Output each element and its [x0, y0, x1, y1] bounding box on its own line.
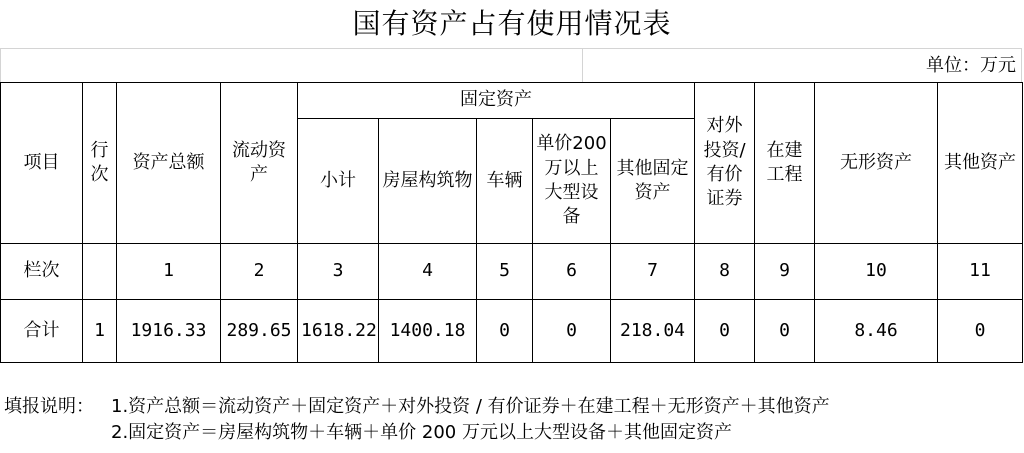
header-fixed-assets: 固定资产 — [298, 83, 695, 119]
header-total-assets: 资产总额 — [117, 83, 221, 244]
header-other-fixed: 其他固定资产 — [611, 119, 695, 244]
grid-line — [0, 48, 1, 82]
column-index-cell: 8 — [695, 244, 755, 300]
column-index-cell: 10 — [815, 244, 938, 300]
column-index-cell: 1 — [117, 244, 221, 300]
note-text-1: 1.资产总额＝流动资产＋固定资产＋对外投资 / 有价证券＋在建工程＋无形资产＋其他资产 — [111, 396, 830, 417]
total-cell: 289.65 — [221, 300, 298, 363]
grid-line — [1021, 48, 1022, 82]
column-index-row — [1, 244, 1023, 300]
header-row-no: 行次 — [83, 83, 117, 244]
filing-notes — [4, 394, 830, 446]
unit-label: 单位：万元 — [926, 55, 1016, 76]
header-row — [1, 83, 1023, 119]
header-vehicles: 车辆 — [477, 119, 533, 244]
page-title: 国有资产占有使用情况表 — [352, 7, 672, 40]
total-row — [1, 300, 1023, 363]
grid-line — [582, 48, 583, 82]
total-cell: 0 — [533, 300, 611, 363]
header-intangible: 无形资产 — [815, 83, 938, 244]
total-cell: 218.04 — [611, 300, 695, 363]
header-construction: 在建工程 — [755, 83, 815, 244]
header-current-assets: 流动资产 — [221, 83, 298, 244]
column-index-cell: 6 — [533, 244, 611, 300]
column-index-cell: 11 — [938, 244, 1023, 300]
unit-row — [0, 48, 1022, 83]
header-subtotal: 小计 — [298, 119, 379, 244]
column-index-cell: 7 — [611, 244, 695, 300]
total-cell: 1400.18 — [379, 300, 477, 363]
total-cell: 0 — [477, 300, 533, 363]
column-index-cell: 3 — [298, 244, 379, 300]
column-index-cell: 9 — [755, 244, 815, 300]
column-index-cell: 2 — [221, 244, 298, 300]
note-line-2 — [4, 420, 830, 446]
note-line-1 — [4, 394, 830, 420]
header-external-investment: 对外投资/有价证券 — [695, 83, 755, 244]
column-index-label: 栏次 — [1, 244, 83, 300]
total-row-no: 1 — [83, 300, 117, 363]
total-cell: 1916.33 — [117, 300, 221, 363]
column-index-row-no — [83, 244, 117, 300]
header-large-equipment: 单价200万以上大型设备 — [533, 119, 611, 244]
header-other-assets: 其他资产 — [938, 83, 1023, 244]
column-index-cell: 5 — [477, 244, 533, 300]
header-item: 项目 — [1, 83, 83, 244]
total-cell: 0 — [755, 300, 815, 363]
header-buildings: 房屋构筑物 — [379, 119, 477, 244]
note-text-2: 2.固定资产＝房屋构筑物＋车辆＋单价 200 万元以上大型设备＋其他固定资产 — [111, 422, 732, 443]
total-cell: 1618.22 — [298, 300, 379, 363]
asset-table — [0, 82, 1023, 363]
notes-prefix: 填报说明： — [4, 396, 94, 417]
total-cell: 0 — [695, 300, 755, 363]
total-cell: 0 — [938, 300, 1023, 363]
column-index-cell: 4 — [379, 244, 477, 300]
total-cell: 8.46 — [815, 300, 938, 363]
total-label: 合计 — [1, 300, 83, 363]
